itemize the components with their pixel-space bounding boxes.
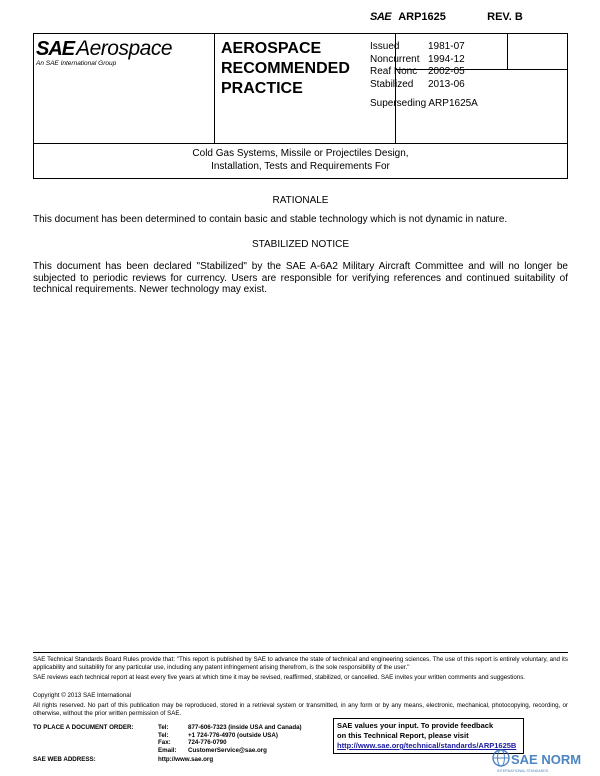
sae-norm-stamp [492, 745, 582, 775]
footer-review-paragraph: SAE reviews each technical report at least every five years at which time it may be revised, reaffirmed, stabilized, or cancelled. SAE invites your written comments and suggestions. [33, 674, 526, 681]
order-email: CustomerService@sae.org [188, 746, 267, 754]
document-type [221, 39, 391, 99]
stabilized-heading: STABILIZED NOTICE [251, 239, 350, 250]
order-fax: 724-776-0790 [188, 739, 227, 746]
date-table [370, 41, 465, 91]
feedback-link[interactable]: http://www.sae.org/technical/standards/ARP1625B [337, 741, 517, 750]
feedback-text: SAE values your input. To provide feedback [337, 721, 494, 730]
order-info: TO PLACE A DOCUMENT ORDER: Tel: 877-606-7323 (inside USA and Canada) Tel: +1 724-776-4970 (outside USA) Fax: 724-776-0790 Email: CustomerService@sae.org [33, 724, 302, 754]
footer-rules-paragraph: SAE Technical Standards Board Rules provide that: "This report is published by SAE to advance the state of technical and engineering sciences. The use of this report is entirely voluntary, and its applicability and suitability for any particular use, including any patent infringement arising therefrom, is the sole responsibility of the user." [33, 656, 568, 671]
date-row: Issued 1981-07 [370, 41, 465, 52]
feedback-text: on this Technical Report, please visit [337, 731, 469, 740]
web-address [33, 756, 213, 763]
revision-label: REV. B [487, 11, 523, 23]
logo-subtitle: An SAE International Group [36, 60, 117, 67]
rationale-text: This document has been determined to contain basic and stable technology which is not dynamic in nature. [33, 214, 508, 225]
stamp-subtext: INTERNATIONAL STANDARDS [497, 769, 549, 773]
title-line: Cold Gas Systems, Missile or Projectiles Design, [192, 148, 409, 159]
stamp-text: SAE NORM [511, 752, 582, 767]
header-table [33, 33, 568, 144]
superseding-note: Superseding ARP1625A [370, 98, 478, 109]
date-row: Noncurrent 1994-12 [370, 53, 465, 65]
document-number [370, 11, 446, 23]
rationale-heading: RATIONALE [272, 195, 329, 206]
logo-aerospace-text: Aerospace [76, 37, 173, 60]
doc-type-line: RECOMMENDED [221, 60, 350, 77]
header-divider [214, 34, 215, 143]
footer-rights-paragraph: All rights reserved. No part of this publication may be reproduced, stored in a retrieval system or transmitted, in any form or by any means, electronic, mechanical, photocopying, recording, or otherwise, without the prior written permission of SAE. [33, 702, 568, 717]
date-row: Reaf Nonc 2002-05 [370, 66, 465, 77]
doc-type-line: AEROSPACE [221, 40, 322, 57]
doc-type-line: PRACTICE [221, 80, 303, 97]
doc-number-text: ARP1625 [398, 11, 446, 23]
web-label: SAE WEB ADDRESS: [33, 756, 96, 763]
sae-aerospace-logo [36, 39, 206, 67]
document-title [33, 143, 568, 179]
footer-rule [33, 652, 568, 653]
order-label: TO PLACE A DOCUMENT ORDER: [33, 724, 134, 731]
header-divider [507, 34, 508, 69]
order-phone: 877-606-7323 (inside USA and Canada) [188, 724, 302, 731]
footer-copyright: Copyright © 2013 SAE International [33, 692, 132, 699]
order-phone-intl: +1 724-776-4970 (outside USA) [188, 731, 278, 739]
title-line: Installation, Tests and Requirements For [211, 160, 390, 172]
mini-sae-logo: SAE [370, 11, 392, 23]
web-link[interactable]: http://www.sae.org [158, 756, 214, 763]
date-row: Stabilized 2013-06 [370, 78, 465, 90]
logo-sae-text: SAE [36, 38, 75, 60]
stabilized-text: This document has been declared "Stabilized" by the SAE A-6A2 Military Aircraft Committee and will no longer be subjected to periodic reviews for currency. Users are responsible for verifying references and continued suitability of technical requirements. Newer technology may exist. [33, 261, 568, 295]
